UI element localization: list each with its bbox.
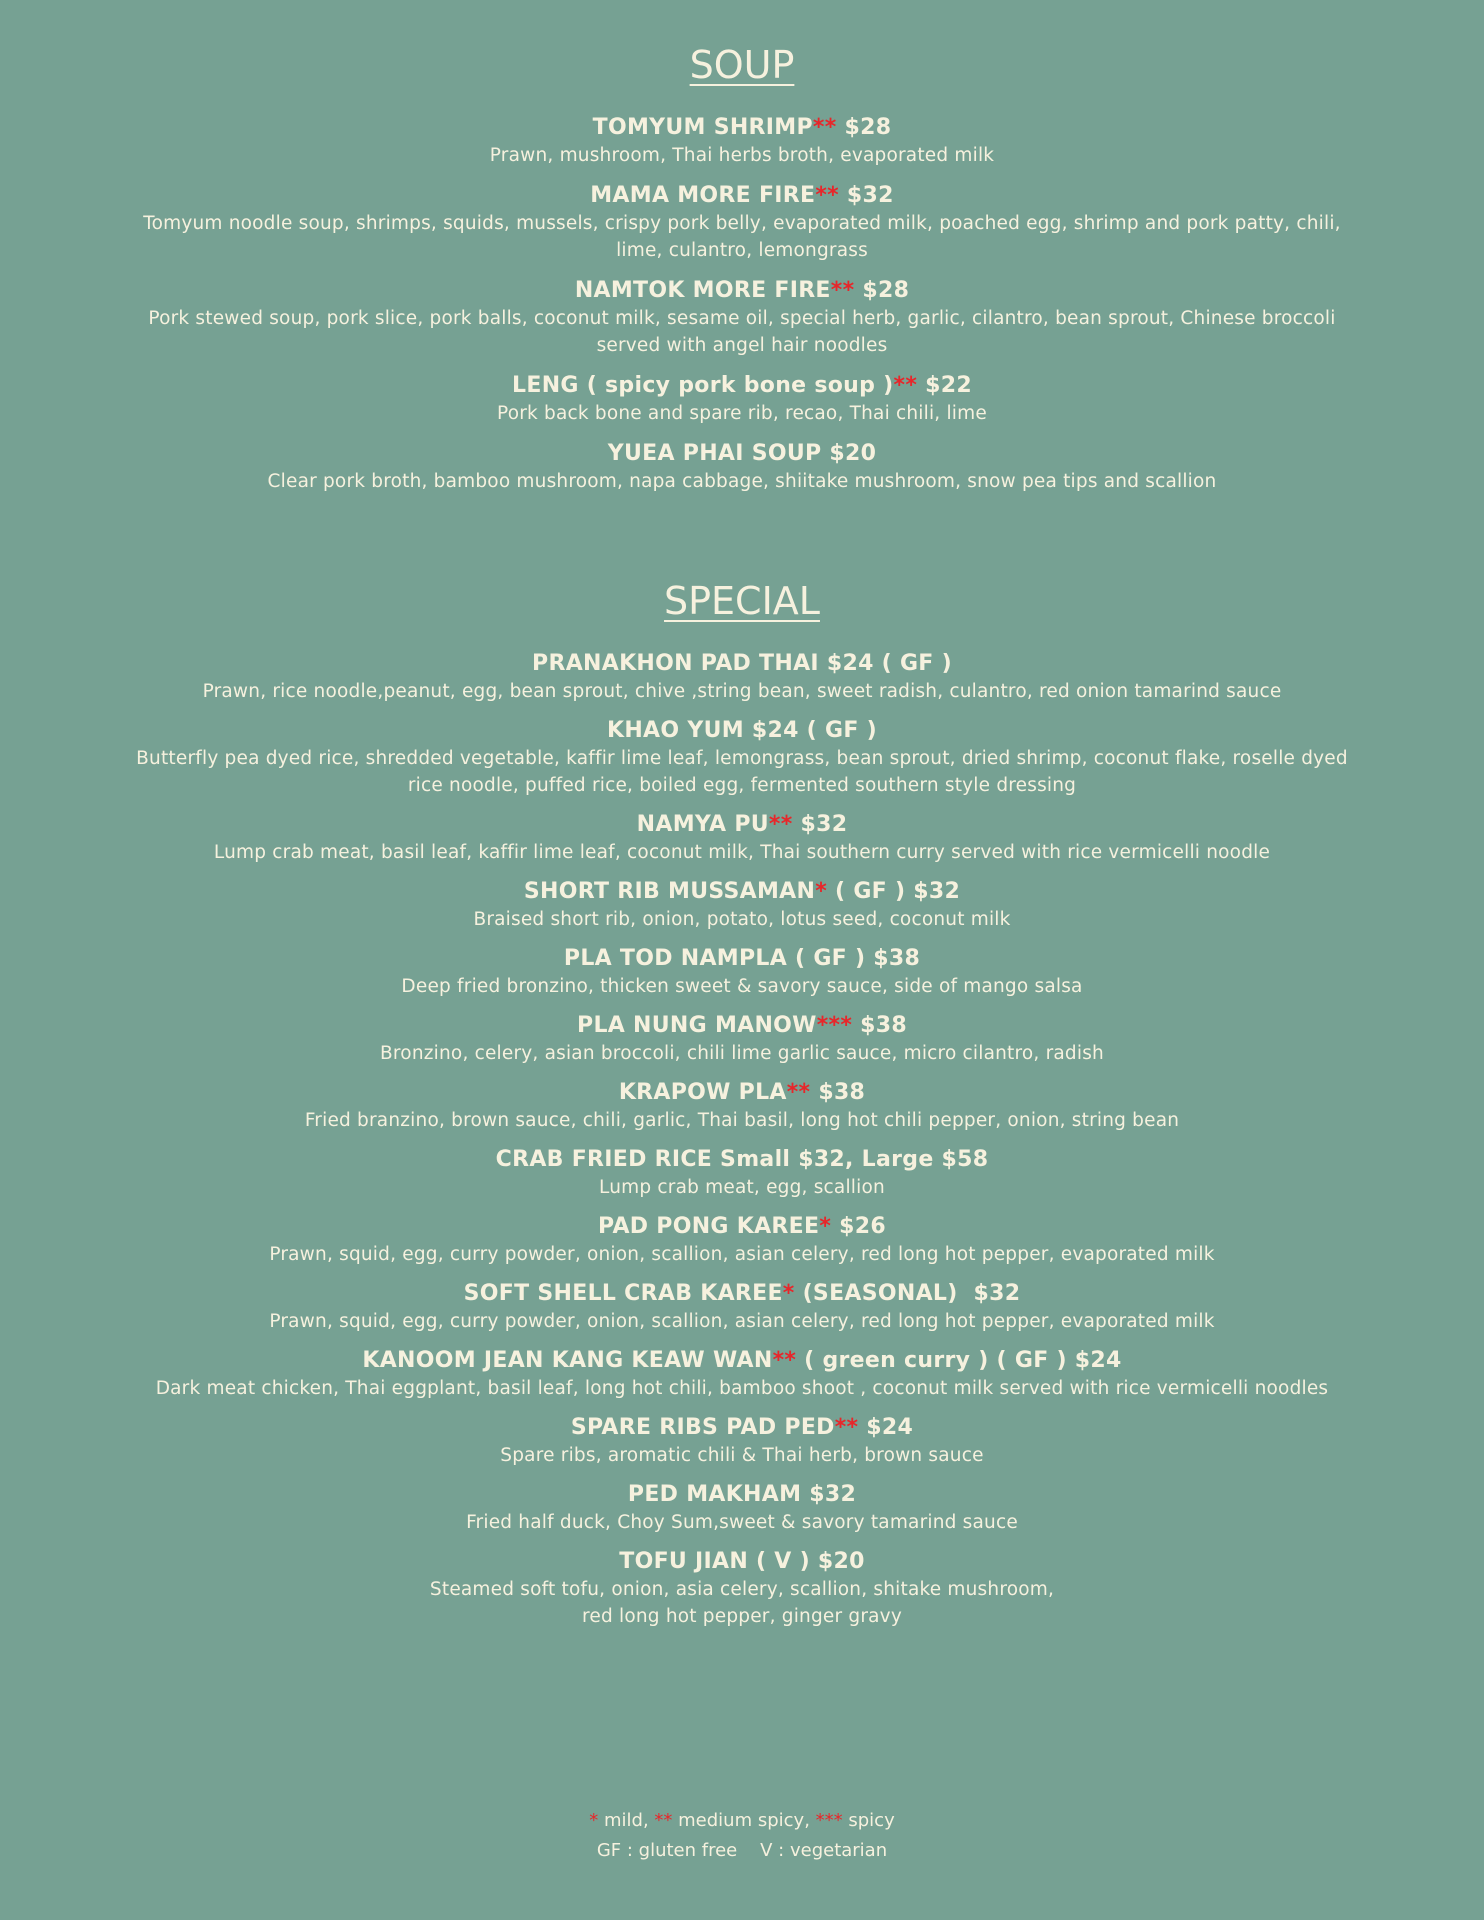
item-name: SPARE RIBS PAD PED <box>570 1415 835 1440</box>
item-description: Dark meat chicken, Thai eggplant, basil leaf, long hot chili, bamboo shoot , coconut milk served with rice vermicelli noodles <box>155 1378 1329 1399</box>
item-description: Fried branzino, brown sauce, chili, garlic, Thai basil, long hot chili pepper, onion, string bean <box>304 1110 1180 1131</box>
item-name: NAMYA PU <box>636 812 769 837</box>
item-name-line <box>0 1079 1484 1107</box>
item-name: PLA NUNG MANOW <box>577 1013 817 1038</box>
item-description: Braised short rib, onion, potato, lotus seed, coconut milk <box>473 909 1011 930</box>
item-name: YUEA PHAI SOUP $20 <box>607 441 877 466</box>
spice-marker: * <box>819 1214 832 1239</box>
menu-item <box>0 717 1484 799</box>
item-price: (SEASONAL) $32 <box>794 1281 1021 1306</box>
item-price: ( GF ) $32 <box>827 879 961 904</box>
menu-item <box>0 1146 1484 1201</box>
item-name: MAMA MORE FIRE <box>590 183 816 208</box>
item-price: $28 <box>836 115 892 140</box>
item-name: LENG ( spicy pork bone soup ) <box>512 373 894 398</box>
item-name-line <box>0 372 1484 400</box>
medium-marker: ** <box>654 1810 673 1831</box>
mild-marker: * <box>589 1810 599 1831</box>
section-title-special: SPECIAL <box>664 579 820 623</box>
item-name-line <box>0 1280 1484 1308</box>
item-description: Prawn, squid, egg, curry powder, onion, scallion, asian celery, red long hot pepper, evaporated milk <box>269 1244 1215 1265</box>
menu-item <box>0 1280 1484 1335</box>
item-name: SOFT SHELL CRAB KAREE <box>463 1281 783 1306</box>
spice-marker: ** <box>893 373 918 398</box>
legend <box>0 1806 1484 1866</box>
spice-marker: ** <box>768 812 793 837</box>
item-description: Prawn, squid, egg, curry powder, onion, scallion, asian celery, red long hot pepper, evaporated milk <box>269 1311 1215 1332</box>
menu-item <box>0 878 1484 933</box>
item-name-line <box>0 277 1484 305</box>
spice-marker: * <box>782 1281 795 1306</box>
diet-legend-line: GF : gluten free V : vegetarian <box>596 1840 888 1861</box>
item-description: Tomyum noodle soup, shrimps, squids, mussels, crispy pork belly, evaporated milk, poached egg, shrimp and pork patty, chili, lime, culantro, lemongrass <box>143 213 1341 261</box>
item-name: PAD PONG KAREE <box>598 1214 820 1239</box>
item-name-line <box>0 182 1484 210</box>
item-name: CRAB FRIED RICE Small $32, Large $58 <box>495 1147 989 1172</box>
item-description: Prawn, mushroom, Thai herbs broth, evaporated milk <box>489 145 995 166</box>
menu-item <box>0 1079 1484 1134</box>
item-name-line <box>0 1481 1484 1509</box>
item-name: KRAPOW PLA <box>618 1080 787 1105</box>
item-name-line <box>0 811 1484 839</box>
menu-item <box>0 1012 1484 1067</box>
item-name-line <box>0 878 1484 906</box>
item-name: TOMYUM SHRIMP <box>592 115 813 140</box>
spicy-label: spicy <box>842 1810 895 1831</box>
spice-marker: ** <box>830 278 855 303</box>
item-name-line <box>0 945 1484 973</box>
menu-item <box>0 1414 1484 1469</box>
spice-legend-line <box>0 1806 1484 1836</box>
item-name: PRANAKHON PAD THAI $24 ( GF ) <box>532 651 952 676</box>
spice-marker: *** <box>816 1013 853 1038</box>
item-price: $38 <box>852 1013 907 1038</box>
item-price: $24 <box>858 1415 914 1440</box>
item-name-line <box>0 1347 1484 1375</box>
item-name-line <box>0 1012 1484 1040</box>
mild-label: mild, <box>598 1810 655 1831</box>
item-name-line <box>0 717 1484 745</box>
spicy-marker: *** <box>815 1810 843 1831</box>
section-title-soup: SOUP <box>689 43 795 87</box>
item-name-line <box>0 1548 1484 1576</box>
item-description: Bronzino, celery, asian broccoli, chili lime garlic sauce, micro cilantro, radish <box>380 1043 1104 1064</box>
menu-item <box>0 1347 1484 1402</box>
item-name: TOFU JIAN ( V ) $20 <box>619 1549 865 1574</box>
menu-item <box>0 650 1484 705</box>
item-name-line <box>0 1414 1484 1442</box>
menu-item <box>0 182 1484 264</box>
menu-item <box>0 1481 1484 1536</box>
item-description: Pork back bone and spare rib, recao, Thai chili, lime <box>497 403 987 424</box>
medium-label: medium spicy, <box>672 1810 816 1831</box>
spice-marker: ** <box>786 1080 811 1105</box>
item-name: SHORT RIB MUSSAMAN <box>523 879 816 904</box>
menu-item <box>0 440 1484 495</box>
item-description: Prawn, rice noodle,peanut, egg, bean sprout, chive ,string bean, sweet radish, culantro, red onion tamarind sauce <box>202 681 1282 702</box>
spice-marker: ** <box>815 183 839 208</box>
item-name: PED MAKHAM $32 <box>627 1482 857 1507</box>
item-name-line <box>0 1146 1484 1174</box>
item-name-line <box>0 1213 1484 1241</box>
item-description: Pork stewed soup, pork slice, pork balls, coconut milk, sesame oil, special herb, garlic, cilantro, bean sprout, Chinese broccoli served with angel hair noodles <box>148 308 1336 356</box>
item-description: Butterfly pea dyed rice, shredded vegetable, kaffir lime leaf, lemongrass, bean sprout, dried shrimp, coconut flake, roselle dyed rice noodle, puffed rice, boiled egg, fermented southern style dressing <box>136 748 1348 796</box>
item-name-line <box>0 650 1484 678</box>
item-name: NAMTOK MORE FIRE <box>574 278 831 303</box>
item-name-line <box>0 440 1484 468</box>
spice-marker: * <box>815 879 828 904</box>
spice-marker: ** <box>812 115 837 140</box>
item-name: KANOOM JEAN KANG KEAW WAN <box>362 1348 773 1373</box>
item-description: Fried half duck, Choy Sum,sweet & savory tamarind sauce <box>466 1512 1018 1533</box>
item-description: Deep fried bronzino, thicken sweet & savory sauce, side of mango salsa <box>401 976 1083 997</box>
menu-item <box>0 1548 1484 1630</box>
item-price: $38 <box>810 1080 866 1105</box>
menu-item <box>0 114 1484 169</box>
spice-marker: ** <box>772 1348 797 1373</box>
menu-item <box>0 277 1484 359</box>
menu-item <box>0 1213 1484 1268</box>
spice-marker: ** <box>834 1415 859 1440</box>
item-price: $22 <box>917 373 972 398</box>
special-items-list <box>0 650 1484 1642</box>
item-name: PLA TOD NAMPLA ( GF ) $38 <box>563 946 921 971</box>
item-name-line <box>0 114 1484 142</box>
menu-item <box>0 945 1484 1000</box>
menu-item <box>0 811 1484 866</box>
item-description: Spare ribs, aromatic chili & Thai herb, brown sauce <box>500 1445 984 1466</box>
item-description: Clear pork broth, bamboo mushroom, napa cabbage, shiitake mushroom, snow pea tips and scallion <box>267 471 1217 492</box>
item-name: KHAO YUM $24 ( GF ) <box>607 718 877 743</box>
item-description: Lump crab meat, egg, scallion <box>599 1177 885 1198</box>
menu-item <box>0 372 1484 427</box>
item-price: $26 <box>831 1214 886 1239</box>
item-price: ( green curry ) ( GF ) $24 <box>796 1348 1122 1373</box>
item-price: $32 <box>792 812 848 837</box>
item-price: $32 <box>838 183 894 208</box>
soup-items-list <box>0 114 1484 508</box>
item-description: Lump crab meat, basil leaf, kaffir lime leaf, coconut milk, Thai southern curry served with rice vermicelli noodle <box>213 842 1271 863</box>
item-description: Steamed soft tofu, onion, asia celery, scallion, shitake mushroom, red long hot pepper, ginger gravy <box>429 1579 1055 1627</box>
item-price: $28 <box>854 278 910 303</box>
